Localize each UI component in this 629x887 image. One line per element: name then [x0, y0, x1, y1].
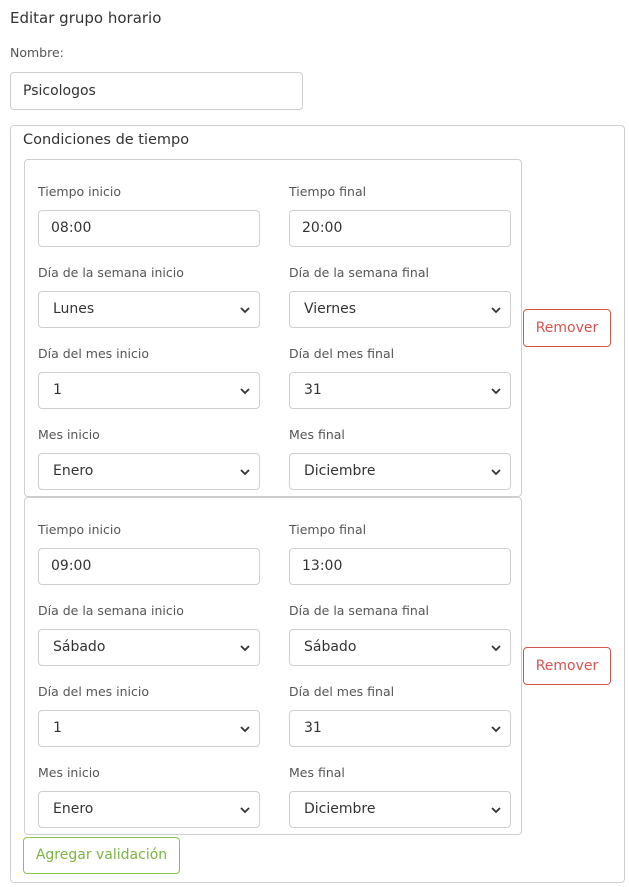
- monthday-end-select[interactable]: [289, 372, 511, 409]
- chevron-down-icon: [239, 304, 251, 316]
- month-end-label: Mes final: [289, 427, 345, 442]
- weekday-end-select[interactable]: [289, 291, 511, 328]
- month-end-label: Mes final: [289, 765, 345, 780]
- end-time-label: Tiempo final: [289, 184, 367, 199]
- select-value: Sábado: [304, 639, 357, 655]
- chevron-down-icon: [490, 723, 502, 735]
- start-time-input[interactable]: 08:00: [38, 210, 260, 247]
- select-value: 31: [304, 382, 322, 398]
- page-title: Editar grupo horario: [10, 9, 162, 27]
- chevron-down-icon: [490, 642, 502, 654]
- monthday-end-select[interactable]: [289, 710, 511, 747]
- monthday-start-label: Día del mes inicio: [38, 684, 150, 699]
- chevron-down-icon: [490, 304, 502, 316]
- month-start-label: Mes inicio: [38, 765, 100, 780]
- weekday-end-label: Día de la semana final: [289, 603, 429, 618]
- end-time-input[interactable]: 13:00: [289, 548, 511, 585]
- end-time-input[interactable]: 20:00: [289, 210, 511, 247]
- weekday-end-select[interactable]: [289, 629, 511, 666]
- start-time-label: Tiempo inicio: [38, 184, 122, 199]
- chevron-down-icon: [239, 385, 251, 397]
- name-input[interactable]: Psicologos: [10, 72, 303, 110]
- remove-button[interactable]: Remover: [523, 647, 611, 685]
- monthday-end-label: Día del mes final: [289, 346, 395, 361]
- chevron-down-icon: [490, 804, 502, 816]
- monthday-start-label: Día del mes inicio: [38, 346, 150, 361]
- chevron-down-icon: [239, 466, 251, 478]
- weekday-end-label: Día de la semana final: [289, 265, 429, 280]
- month-start-label: Mes inicio: [38, 427, 100, 442]
- select-value: Lunes: [53, 301, 95, 317]
- month-start-select[interactable]: [38, 791, 260, 828]
- condition-card: [24, 159, 522, 497]
- weekday-start-select[interactable]: [38, 291, 260, 328]
- monthday-start-select[interactable]: [38, 372, 260, 409]
- start-time-input[interactable]: 09:00: [38, 548, 260, 585]
- select-value: Enero: [53, 463, 94, 479]
- select-value: Viernes: [304, 301, 357, 317]
- month-end-select[interactable]: [289, 791, 511, 828]
- chevron-down-icon: [490, 466, 502, 478]
- select-value: 31: [304, 720, 322, 736]
- select-value: Diciembre: [304, 801, 376, 817]
- conditions-title: Condiciones de tiempo: [23, 132, 190, 148]
- select-value: 1: [53, 720, 62, 736]
- chevron-down-icon: [239, 723, 251, 735]
- start-time-label: Tiempo inicio: [38, 522, 122, 537]
- weekday-start-label: Día de la semana inicio: [38, 603, 184, 618]
- condition-card: [24, 497, 522, 835]
- end-time-label: Tiempo final: [289, 522, 367, 537]
- name-label: Nombre:: [10, 45, 64, 60]
- chevron-down-icon: [239, 642, 251, 654]
- select-value: 1: [53, 382, 62, 398]
- month-start-select[interactable]: [38, 453, 260, 490]
- monthday-end-label: Día del mes final: [289, 684, 395, 699]
- weekday-start-label: Día de la semana inicio: [38, 265, 184, 280]
- select-value: Sábado: [53, 639, 106, 655]
- remove-button[interactable]: Remover: [523, 309, 611, 347]
- chevron-down-icon: [239, 804, 251, 816]
- select-value: Diciembre: [304, 463, 376, 479]
- chevron-down-icon: [490, 385, 502, 397]
- select-value: Enero: [53, 801, 94, 817]
- weekday-start-select[interactable]: [38, 629, 260, 666]
- month-end-select[interactable]: [289, 453, 511, 490]
- add-validation-button[interactable]: Agregar validación: [23, 837, 180, 874]
- monthday-start-select[interactable]: [38, 710, 260, 747]
